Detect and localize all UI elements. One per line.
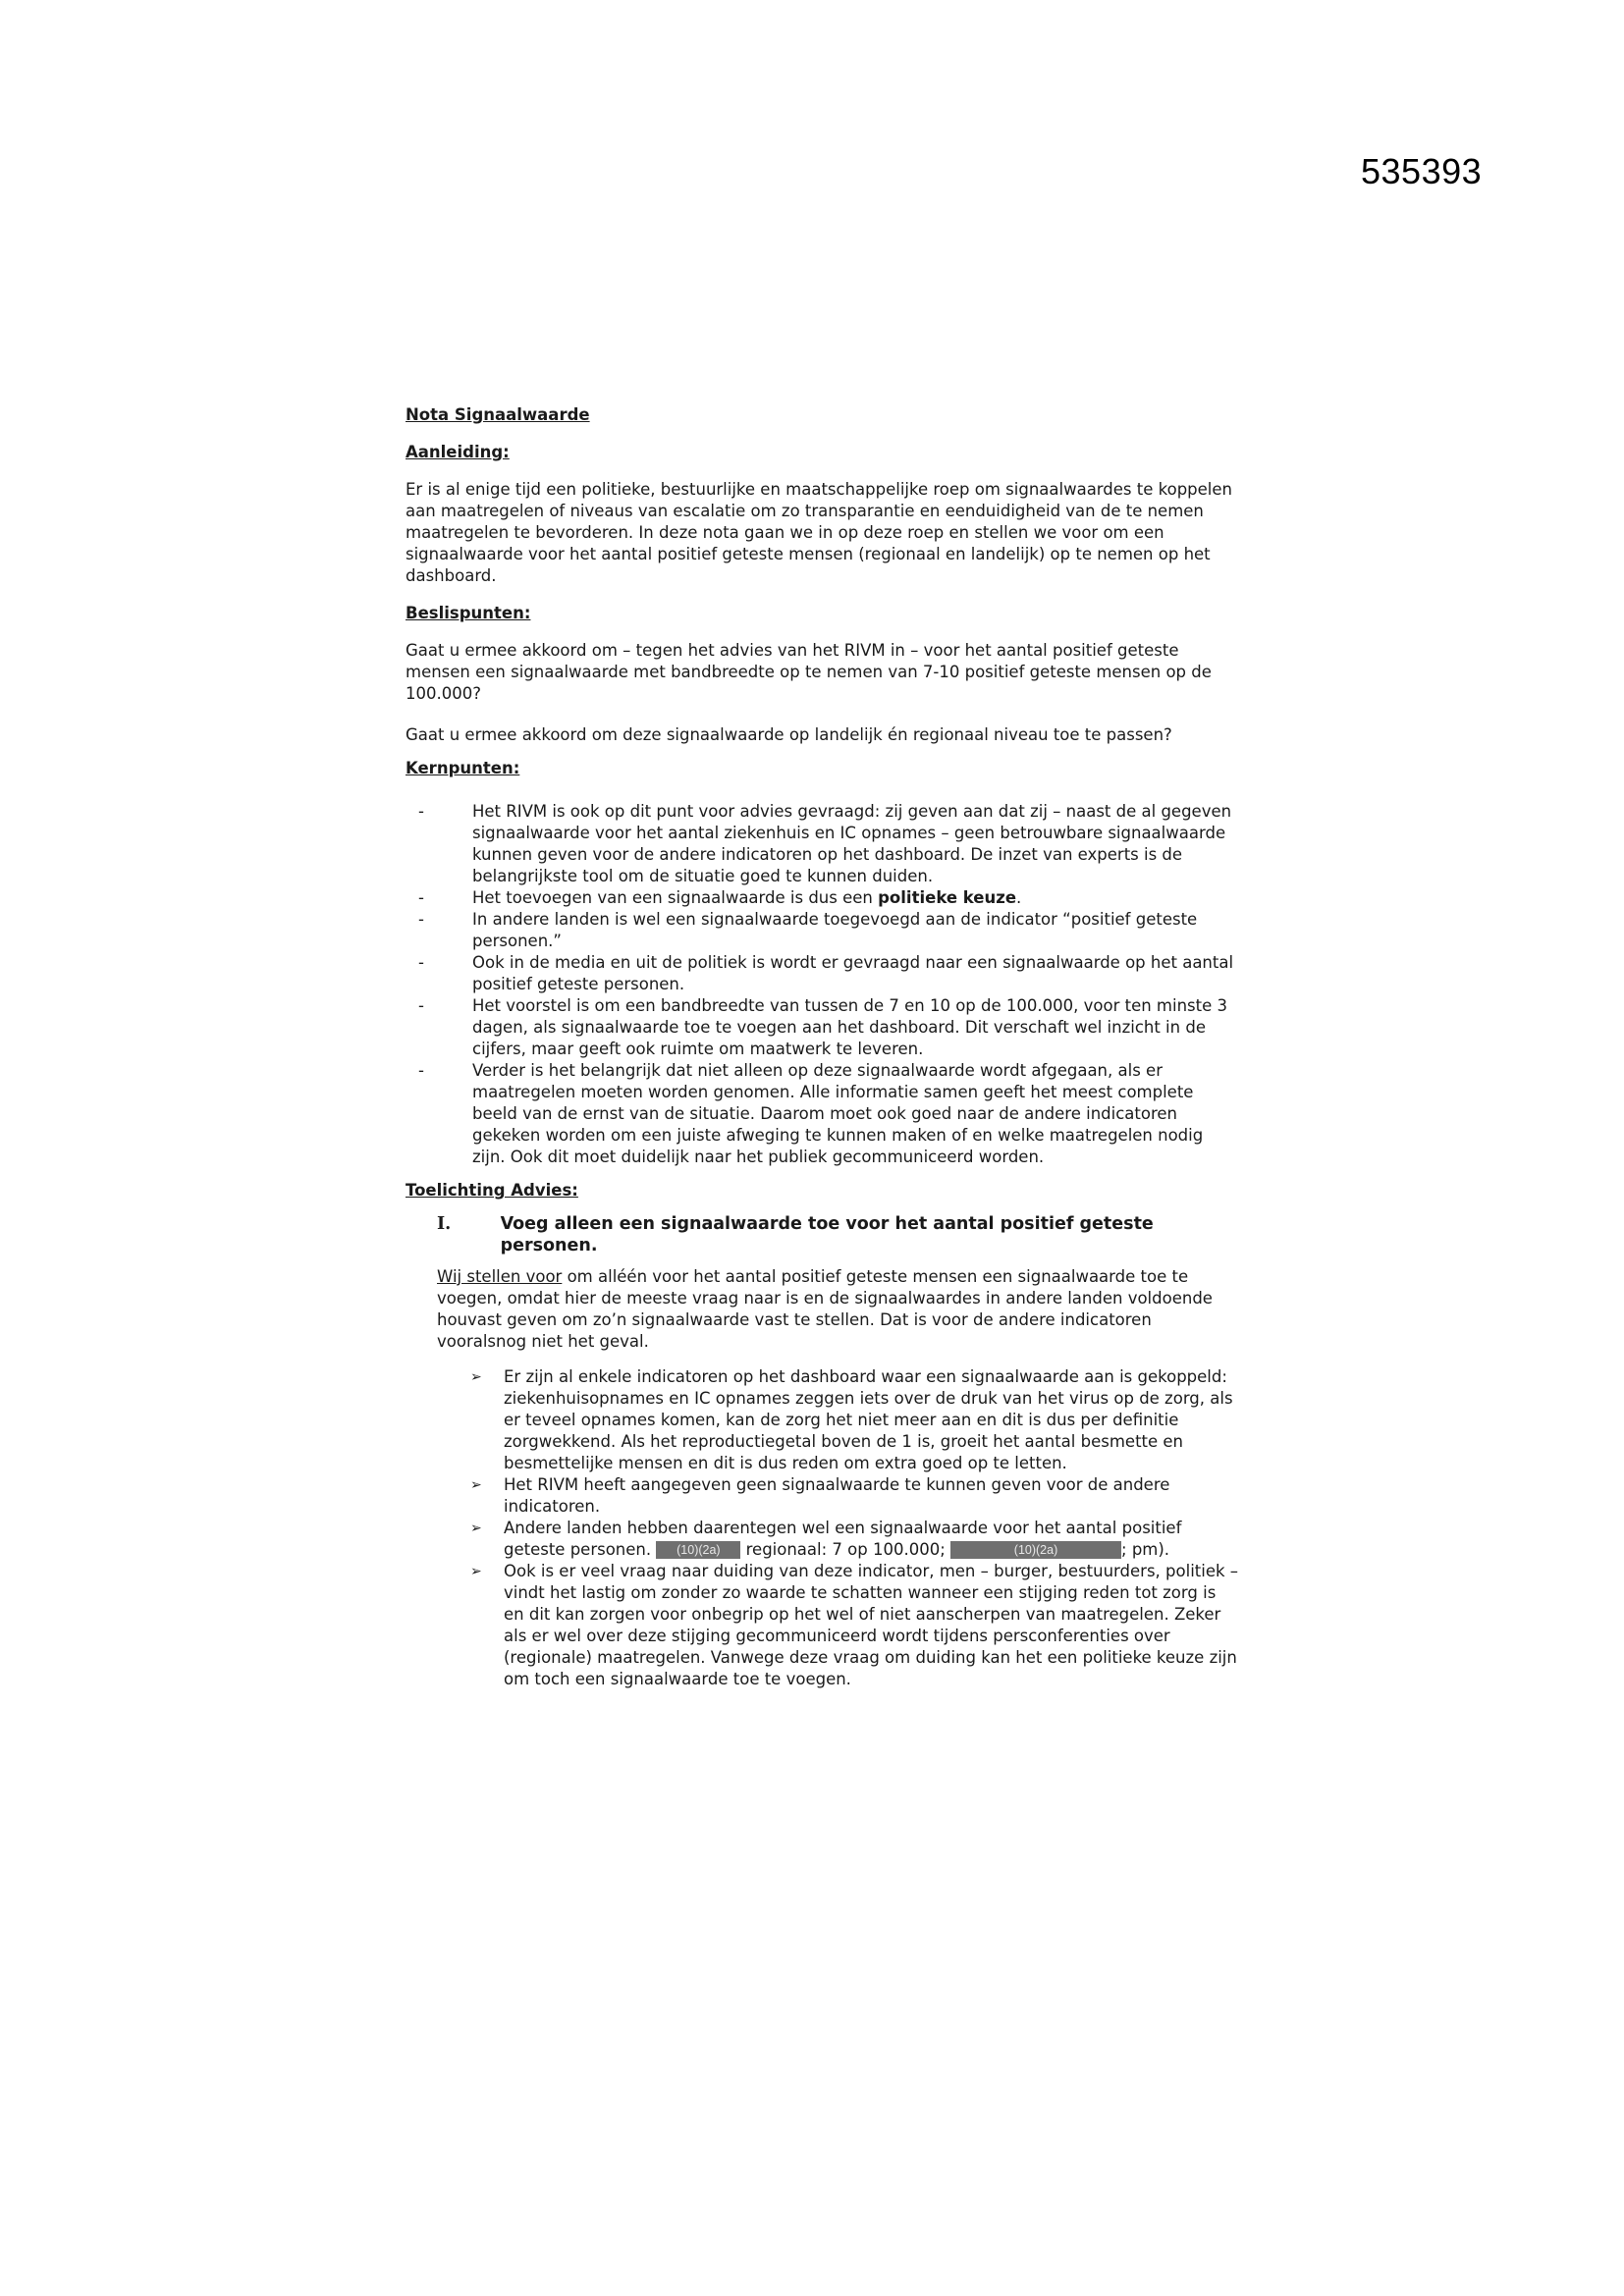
dash-marker: - xyxy=(418,996,424,1015)
list-item-text: . xyxy=(1016,888,1022,907)
list-item-text: Het RIVM is ook op dit punt voor advies gevraagd: zij geven aan dat zij – naast de al gegeven signaalwaarde voor het aantal ziekenhuis en IC opnames – geen betrouwbare signaalwaarde kunnen geven voor de andere indicatoren op het dashboard. De inzet van experts is de belangrijkste tool om de situatie goed te kunnen duiden. xyxy=(472,802,1232,885)
aanleiding-text: Er is al enige tijd een politieke, bestuurlijke en maatschappelijke roep om signaalwaardes te koppelen aan maatregelen of niveaus van escalatie om zo transparantie en eenduidigheid van de te nemen maatregelen te bevorderen. In deze nota gaan we in op deze roep en stellen we voor om een signaalwaarde voor het aantal positief geteste mensen (regionaal en landelijk) op te nemen op het dashboard. xyxy=(406,480,1232,585)
underlined-text: Wij stellen voor xyxy=(437,1267,563,1286)
list-item xyxy=(418,1060,1240,1168)
list-item xyxy=(470,1366,1240,1474)
list-item-text: Andere landen hebben daarentegen wel een signaalwaarde voor het aantal positief geteste personen. xyxy=(504,1519,1182,1559)
intro-text: om alléén voor het aantal positief geteste mensen een signaalwaarde toe te voegen, omdat hier de meeste vraag naar is en de signaalwaardes in andere landen voldoende houvast geven om zo’n signaalwaarde vast te stellen. Dat is voor de andere indicatoren vooralsnog niet het geval. xyxy=(437,1267,1213,1351)
list-item xyxy=(470,1518,1240,1561)
list-item xyxy=(470,1474,1240,1518)
arrow-bullet-icon: ➢ xyxy=(470,1369,482,1385)
list-item-text: Verder is het belangrijk dat niet alleen op deze signaalwaarde wordt afgegaan, als er maatregelen moeten worden genomen. Alle informatie samen geeft het meest complete beeld van de ernst van de situatie. Daarom moet ook goed naar de andere indicatoren gekeken worden om een juiste afweging te kunnen maken of en welke maatregelen nodig zijn. Ook dit moet duidelijk naar het publiek gecommuniceerd worden. xyxy=(472,1061,1204,1166)
redaction-box: (10)(2a) xyxy=(950,1541,1121,1559)
dash-marker: - xyxy=(418,1061,424,1080)
emphasis-text: politieke keuze xyxy=(878,888,1017,907)
arrow-bullet-icon: ➢ xyxy=(470,1564,482,1579)
list-item-text: Het voorstel is om een bandbreedte van tussen de 7 en 10 op de 100.000, voor ten minste 3 dagen, als signaalwaarde toe te voegen aan het dashboard. Dit verschaft wel inzicht in de cijfers, maar geeft ook ruimte om maatwerk te leveren. xyxy=(472,996,1227,1058)
list-item-text: Het toevoegen van een signaalwaarde is dus een xyxy=(472,888,879,907)
list-item-text: regionaal: 7 op 100.000; xyxy=(740,1540,951,1559)
list-item-text: Ook is er veel vraag naar duiding van deze indicator, men – burger, bestuurders, politiek – vindt het lastig om zonder zo waarde te schatten wanneer een stijging reden tot zorg is en dit kan zorgen voor onbegrip op het wel of niet aanscherpen van maatregelen. Zeker als er wel over deze stijging gecommuniceerd wordt tijdens persconferenties over (regionale) maatregelen. Vanwege deze vraag om duiding kan het een politieke keuze zijn om toch een signaalwaarde toe te voegen. xyxy=(504,1562,1239,1688)
section-number: I. xyxy=(437,1214,452,1234)
beslispunt-1: Gaat u ermee akkoord om – tegen het advies van het RIVM in – voor het aantal positief geteste mensen een signaalwaarde met bandbreedte op te nemen van 7-10 positief geteste mensen op de 100.000? xyxy=(406,641,1212,703)
list-item xyxy=(418,952,1240,995)
arrow-bullet-icon: ➢ xyxy=(470,1521,482,1536)
dash-marker: - xyxy=(418,888,424,907)
section-heading xyxy=(437,1213,1240,1256)
aanleiding-heading: Aanleiding: xyxy=(406,443,510,461)
list-item xyxy=(418,995,1240,1060)
toelichting-intro xyxy=(437,1266,1240,1353)
list-item-text: Het RIVM heeft aangegeven geen signaalwaarde te kunnen geven voor de andere indicatoren. xyxy=(504,1475,1170,1516)
toelichting-heading: Toelichting Advies: xyxy=(406,1181,578,1200)
list-item xyxy=(418,887,1240,909)
memo-title: Nota Signaalwaarde xyxy=(406,405,590,424)
list-item xyxy=(418,801,1240,887)
section-title: Voeg alleen een signaalwaarde toe voor het aantal positief geteste personen. xyxy=(500,1214,1154,1255)
list-item-text: Ook in de media en uit de politiek is wordt er gevraagd naar een signaalwaarde op het aantal positief geteste personen. xyxy=(472,953,1234,993)
dash-marker: - xyxy=(418,910,424,929)
list-item-text: ; pm). xyxy=(1121,1540,1170,1559)
document-number: 535393 xyxy=(1361,151,1483,191)
dash-marker: - xyxy=(418,953,424,972)
memo-body xyxy=(406,404,1240,1690)
beslispunt-2: Gaat u ermee akkoord om deze signaalwaarde op landelijk én regionaal niveau toe te passen? xyxy=(406,725,1172,744)
redaction-box: (10)(2a) xyxy=(656,1541,740,1559)
kernpunten-heading: Kernpunten: xyxy=(406,759,520,777)
toelichting-list xyxy=(406,1366,1240,1690)
list-item xyxy=(418,909,1240,952)
list-item xyxy=(470,1561,1240,1690)
list-item-text: In andere landen is wel een signaalwaarde toegevoegd aan de indicator “positief geteste personen.” xyxy=(472,910,1198,950)
list-item-text: Er zijn al enkele indicatoren op het dashboard waar een signaalwaarde aan is gekoppeld: ziekenhuisopnames en IC opnames zeggen iets over de druk van het virus op de zorg, als er teveel opnames komen, kan de zorg het niet meer aan en dit is dus per definitie zorgwekkend. Als het reproductiegetal boven de 1 is, groeit het aantal besmette en besmettelijke mensen en dit is dus reden om extra goed op te letten. xyxy=(504,1367,1233,1472)
beslispunten-heading: Beslispunten: xyxy=(406,604,531,622)
arrow-bullet-icon: ➢ xyxy=(470,1477,482,1493)
dash-marker: - xyxy=(418,802,424,821)
kernpunten-list xyxy=(406,801,1240,1168)
